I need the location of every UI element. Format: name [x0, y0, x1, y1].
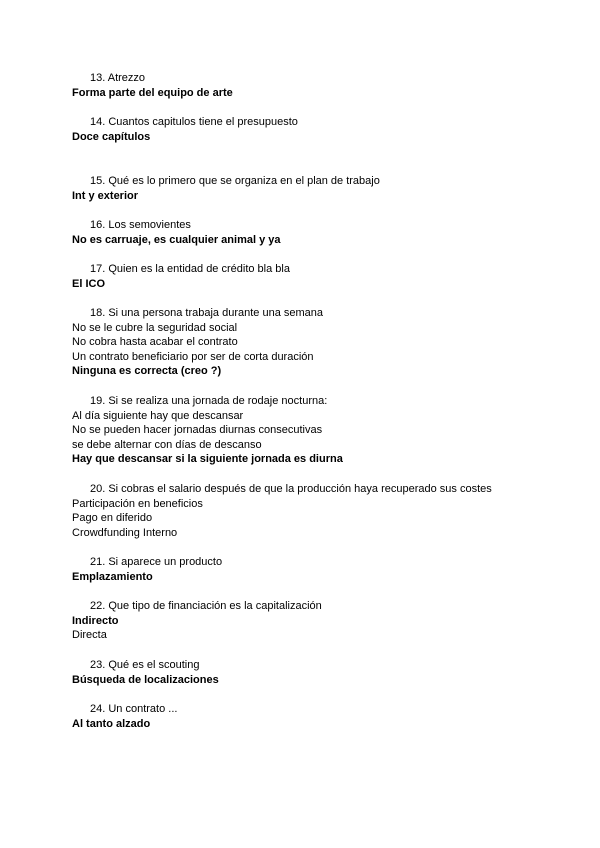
question-text: 17. Quien es la entidad de crédito bla bla: [90, 263, 290, 275]
question-19: [72, 394, 572, 467]
answer-line: Ninguna es correcta (creo ?): [72, 365, 222, 378]
question-text: 18. Si una persona trabaja durante una semana: [90, 307, 323, 319]
question-text: 15. Qué es lo primero que se organiza en el plan de trabajo: [90, 175, 380, 187]
option-line: Pago en diferido: [72, 512, 153, 525]
question-21: [72, 555, 572, 584]
question-text: 14. Cuantos capitulos tiene el presupuesto: [90, 116, 298, 128]
answer-line: Al tanto alzado: [72, 717, 151, 730]
question-text: 16. Los semovientes: [90, 219, 191, 231]
answer-line: No es carruaje, es cualquier animal y ya: [72, 233, 281, 246]
answer-line: Búsqueda de localizaciones: [72, 673, 219, 686]
question-23: [72, 658, 572, 687]
question-17: [72, 262, 572, 291]
answer-line: Indirecto: [72, 614, 119, 627]
option-line: Un contrato beneficiario por ser de corta duración: [72, 350, 314, 363]
option-line: se debe alternar con días de descanso: [72, 438, 262, 451]
option-line: Directa: [72, 629, 107, 642]
question-22: [72, 599, 572, 643]
answer-line: Forma parte del equipo de arte: [72, 86, 233, 99]
question-text: 24. Un contrato ...: [90, 703, 178, 715]
option-line: No se pueden hacer jornadas diurnas consecutivas: [72, 424, 323, 437]
question-18: [72, 306, 572, 379]
question-text: 23. Qué es el scouting: [90, 659, 200, 671]
question-15: [72, 174, 572, 203]
answer-line: Int y exterior: [72, 189, 139, 202]
question-24: [72, 702, 572, 731]
question-text: 22. Que tipo de financiación es la capitalización: [90, 600, 322, 612]
answer-line: El ICO: [72, 277, 106, 290]
question-13: [72, 71, 572, 100]
question-text: 20. Si cobras el salario después de que la producción haya recuperado sus costes: [90, 483, 492, 495]
question-16: [72, 218, 572, 247]
question-14: [72, 115, 572, 144]
question-text: 19. Si se realiza una jornada de rodaje nocturna:: [90, 395, 328, 407]
question-text: 13. Atrezzo: [90, 72, 146, 84]
question-20: [72, 482, 572, 540]
option-line: Participación en beneficios: [72, 497, 203, 510]
option-line: Al día siguiente hay que descansar: [72, 409, 244, 422]
option-line: No cobra hasta acabar el contrato: [72, 336, 238, 349]
answer-line: Emplazamiento: [72, 570, 153, 583]
answer-line: Hay que descansar si la siguiente jornada es diurna: [72, 453, 343, 466]
question-text: 21. Si aparece un producto: [90, 556, 223, 568]
option-line: Crowdfunding Interno: [72, 526, 178, 539]
option-line: No se le cubre la seguridad social: [72, 321, 238, 334]
answer-line: Doce capítulos: [72, 130, 151, 143]
